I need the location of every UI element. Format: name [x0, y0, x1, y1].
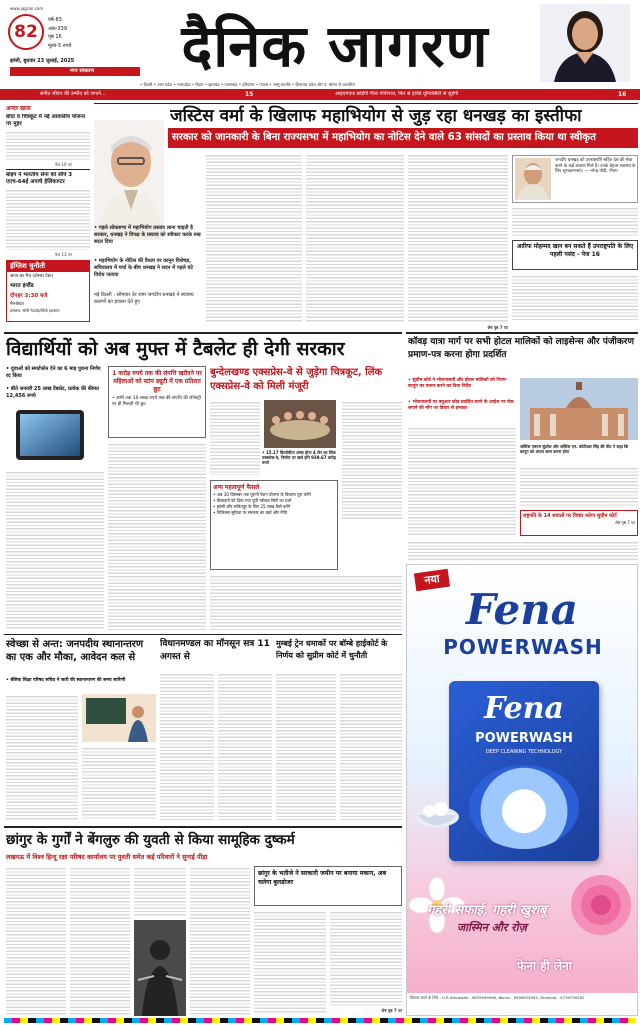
side-body-2	[512, 274, 638, 320]
pack-swirl	[469, 765, 579, 849]
year-label: वर्ष-83	[48, 17, 62, 23]
lead-bullet2: • महाभियोग के नोटिस की वैधता पर कानून विशेषज्ञ, सचिवालय में चर्चा के बीच धनखड़ ने सदन में पहले घंटे विरोध जताया	[94, 258, 193, 278]
kanwar-bullet: • भोजनालयों पर क्यूआर कोड प्रदर्शित करने के आदेश पर रोक लगाने की माँग पर विचार से इनकार	[408, 400, 514, 412]
left-item2-headline[interactable]: बोइंग ने भारतीय सेना को सौंपे 3 एएच-64ई अपाचे हेलिकाप्टर	[6, 172, 73, 185]
edition-number: 82	[14, 22, 38, 42]
ad-tagline1: गहरी सफाई, गहरी खुशबू	[427, 903, 547, 918]
pm-photo	[515, 158, 551, 200]
bundelkhand-body3	[210, 574, 402, 630]
other-decision-item: • चिकित्सा सुविधा पर सरकार का खर्च और नीति	[213, 510, 288, 515]
president-questions-box	[520, 510, 638, 536]
monsoon-headline[interactable]: विधानमण्डल का मॉनसून सत्र 11 अगस्त से	[160, 639, 270, 662]
ad-product: POWERWASH	[443, 635, 603, 659]
kanwar-bullet: • सुप्रीम कोर्ट ने भोजनालयों और होटल मालिकों को नियम-कानून का पालन करने का दिया निर्देश	[408, 378, 508, 390]
lead-dateline: नई दिल्ली : सोमवार देर शाम जगदीप धनखड़ ने स्वास्थ्य कारणों का हवाला देते हुए	[94, 292, 194, 305]
city-edition: नगर संस्करण	[10, 67, 140, 76]
crime-illustration	[134, 920, 186, 1016]
supreme-court-photo	[520, 378, 638, 440]
divider	[4, 332, 402, 334]
divider	[6, 169, 90, 170]
transfer-body2	[82, 746, 156, 820]
city-date: झांसी, बुधवार 23 जुलाई, 2025	[10, 58, 75, 64]
tablet-side1: • युवाओं को स्मार्टफोन देने का 6 माह पुराना निर्णय रद किया	[6, 366, 101, 379]
pages-label: पृष्ठ 16	[48, 34, 62, 40]
edition-badge	[8, 14, 44, 50]
ad-new-label: नया	[414, 569, 450, 592]
pack-brand: Fena	[484, 691, 564, 726]
strip-left[interactable]: संगीत जीवन की उम्मीद को जगाने...	[40, 91, 106, 97]
tablet-side2: • बीते जनवरी 25 लाख टैबलेट, प्रत्येक की कीमत 12,456 रुपये	[6, 386, 99, 399]
lead-banner[interactable]: सरकार को जानकारी के बिना राज्यसभा में महाभियोग का नोटिस देने वाले 63 सांसदों का प्रस्ताव किया था स्वीकृत	[168, 128, 638, 148]
lead-bullet1: • पहले लोकसभा में महाभियोग प्रस्ताव लाना चाहती है सरकार, धनखड़ ने विपक्ष के प्रस्ताव को स्वीकार करके रुख बदल दिया	[94, 225, 201, 245]
stamp-headline[interactable]: 1 करोड़ रुपये तक की संपत्ति खरीदने पर महिलाओं को स्टांप ड्यूटी में एक प्रतिशत छूट	[112, 370, 202, 393]
bottom-inset-headline[interactable]: छांगुर के भतीजे ने सरकारी जमीन पर बनाया मकान, अब चलेगा बुलडोजर	[258, 870, 387, 886]
other-decisions-box	[210, 480, 338, 570]
cricket-place: मैनचेस्टर	[10, 302, 24, 307]
bottom-body1	[6, 866, 66, 1016]
ad-tagline2: जास्मिन और रोज़	[457, 921, 527, 934]
lead-body-col3	[408, 153, 508, 323]
other-decision-item: • झांसी और ललितपुर के लिए 25 लाख कैसे करेंगे	[213, 504, 291, 509]
bottom-inset-box	[254, 866, 402, 906]
tablet-body-col1	[6, 470, 104, 630]
kanwar-body1	[408, 426, 516, 536]
president-box-title[interactable]: राष्ट्रपति के 14 सवालों पर विचार करेगा सुप्रीम कोर्ट	[523, 513, 617, 519]
mumbai-headline[interactable]: मुम्बई ट्रेन धमाकों पर बॉम्बे हाईकोर्ट के निर्णय को सुप्रीम कोर्ट में चुनौती	[276, 639, 388, 660]
anchor-photo	[540, 4, 630, 82]
cricket-brand: इंग्लिश चुनौती	[7, 261, 89, 272]
bottom-subhead: लखनऊ में विश्व हिन्दू रक्षा परिषद कार्यालय पर युवती समेत कई परिवारों ने सुनाई पीड़ा	[6, 853, 208, 861]
website[interactable]: www.jagran.com	[10, 6, 44, 11]
dhankhar-photo	[94, 120, 164, 240]
monsoon-body2	[218, 672, 272, 820]
strip-left-page: 15	[245, 91, 254, 98]
bottom-continue[interactable]: शेष पृष्ठ 7 पर	[381, 1008, 402, 1013]
editions-line: • दिल्ली • उत्तर प्रदेश • मध्यप्रदेश • बिहार • झारखंड • उत्तराखंड • हरियाणा • पंजाब • जम्मू-कश्मीर • हिमाचल प्रदेश और पं. बंगाल से प्रकाशित	[140, 82, 355, 87]
left-item1-body	[6, 130, 90, 160]
left-item2-body	[6, 188, 90, 250]
side-box-arif[interactable]: आरिफ मोहम्मद खान बन सकते हैं उपराष्ट्रपति के लिए पहली पसंद - पेज 16	[512, 240, 638, 270]
bottom-body4	[190, 866, 250, 1016]
transfer-body1	[6, 694, 78, 820]
tablet-body-col2	[108, 442, 206, 630]
kanwar-caption: जस्टिस एमएम सुंदरेश और जस्टिस एन. कोटीश्वर सिंह की पीठ ने कहा कि कानून को अपना काम करना होगा	[520, 444, 629, 455]
strip-right-page: 16	[618, 91, 627, 98]
newspaper-title[interactable]: दैनिक जागरण	[181, 12, 489, 80]
stamp-box	[108, 366, 206, 438]
ad-brand: Fena	[466, 585, 578, 634]
registration-strip	[4, 1018, 636, 1023]
kanwar-body3	[408, 540, 638, 560]
left-item1-page: पेज 10 पर	[55, 162, 72, 167]
bundelkhand-body2	[342, 400, 402, 520]
cabinet-photo	[264, 400, 336, 448]
ad-tagline3: फेना ही लेना	[517, 959, 572, 973]
transfer-bullet: • बेसिक शिक्षा परिषद सचिव ने जारी की स्थानान्तरण की समय सारिणी	[6, 678, 126, 683]
bundelkhand-caption: • 15.17 किलोमीटर लम्बा होगा 4 लेन का लिंक एक्सप्रेस-वे, निर्माण पर खर्च होंगे 939.67 करोड़ रुपये	[262, 450, 336, 466]
president-box-page: शेष पृष्ठ 7 पर	[615, 519, 635, 525]
divider	[406, 332, 638, 334]
issue-meta	[48, 16, 138, 50]
inside-section-title: अन्दर खास	[6, 105, 31, 112]
powder-bowl	[413, 765, 461, 835]
monsoon-body1	[160, 672, 214, 820]
tablet-image	[10, 408, 90, 466]
mumbai-body1	[276, 672, 336, 820]
bottom-headline[interactable]: छांगुर के गुर्गों ने बेंगलुरु की युवती से किया सामूहिक दुष्कर्म	[6, 832, 295, 848]
left-item1-headline[interactable]: बाँदा व चित्रकूट में नई आवासीय योजना पर मुहर	[6, 114, 86, 127]
ad-panel	[406, 564, 638, 1016]
divider	[94, 103, 638, 104]
cricket-box	[6, 260, 90, 322]
bottom-body5	[254, 910, 326, 1014]
left-item2-page: पेज 13 पर	[55, 252, 72, 257]
bundelkhand-body1	[210, 400, 260, 475]
other-decision-item: • अब 30 दिसम्बर तक पूरानी पेंशन योजना के विकल्प पूरा करेंगे	[213, 492, 311, 497]
side-body	[512, 206, 638, 236]
pm-quote-box	[512, 155, 638, 203]
bottom-body2	[70, 866, 130, 1016]
kanwar-headline[interactable]: कॉवड़ यात्रा मार्ग पर सभी होटल मालिकों को लाइसेन्स और पंजीकरण प्रमाण-पत्र करना होगा प्रदर्शित	[408, 337, 634, 360]
cricket-sub: आज का मैच (दोसरा टेस्ट)	[10, 274, 54, 279]
lead-continue[interactable]: शेष पृष्ठ 7 पर	[487, 325, 508, 330]
strip-right[interactable]: आइएमएफ छोड़ेंगी गीता गोपीनाथ, फिर से हार्वर्ड यूनिवर्सिटी से जुड़ेंगी	[335, 91, 459, 97]
kanwar-body2	[520, 466, 638, 506]
lead-body-col1	[206, 153, 302, 323]
other-decision-item: • डिजाइनों को दिया गया यूपी ग्लोबल सिटी का दर्जा	[213, 498, 292, 503]
ad-footer: विस्तार करने के लिये : U.P. Amrawati - 9839999966, Berrai - 9599925995, Dhamraj - 6739799282	[407, 993, 638, 1016]
tablet-headline[interactable]: विद्यार्थियों को अब मुफ्त में टैबलेट ही देगी सरकार	[6, 338, 345, 360]
bottom-body6	[330, 910, 402, 1006]
bottom-body3	[134, 866, 186, 916]
bundelkhand-headline[interactable]: बुन्देलखण्ड एक्सप्रेस-वे से जुड़ेगा चित्रकूट, लिंक एक्सप्रेस-वे को मिली मंजूरी	[210, 367, 383, 392]
lead-body-col2	[306, 153, 404, 323]
lead-kicker[interactable]: जस्टिस वर्मा के खिलाफ महाभियोग से जुड़ रहा धनखड़ का इस्तीफा	[170, 106, 582, 126]
pm-quote: जगदीप धनखड़ को उपराष्ट्रपति सहित देश की सेवा करने के कई अवसर मिले हैं। उनके बेहतर स्वास्थ्य के लिए शुभकामनाएं। — नरेन्द्र मोदी, पीएम	[555, 158, 636, 175]
transfer-headline[interactable]: स्वेच्छा से अन्त: जनपदीय स्थानान्तरण का एक और मौका, आवेदन कल से	[6, 639, 144, 663]
detergent-pack	[449, 681, 599, 861]
teacher-photo	[82, 694, 156, 742]
pack-product: POWERWASH	[475, 731, 573, 746]
cricket-teams: भारत इंग्लैंड	[10, 283, 34, 289]
cricket-broadcast: प्रसारण: सोनी नेटवर्क/जियो हाटस्टार	[10, 308, 60, 313]
mumbai-body2	[340, 672, 402, 820]
issue-label: अंक-339	[48, 25, 68, 32]
other-decisions-title: अन्य महत्वपूर्ण फैसले	[213, 484, 260, 491]
stamp-sub: • अभी तक 10 लाख रुपये तक की संपत्ति की रजिस्ट्री पर ही मिलती थी छूट	[112, 396, 201, 407]
pack-subline: DEEP CLEANING TECHNOLOGY	[485, 749, 563, 755]
price-label: मूल्य-5 रुपये	[48, 42, 72, 49]
cricket-time: दोपहर 3:30 बजे	[10, 293, 48, 299]
divider	[4, 634, 402, 635]
divider	[4, 826, 402, 828]
